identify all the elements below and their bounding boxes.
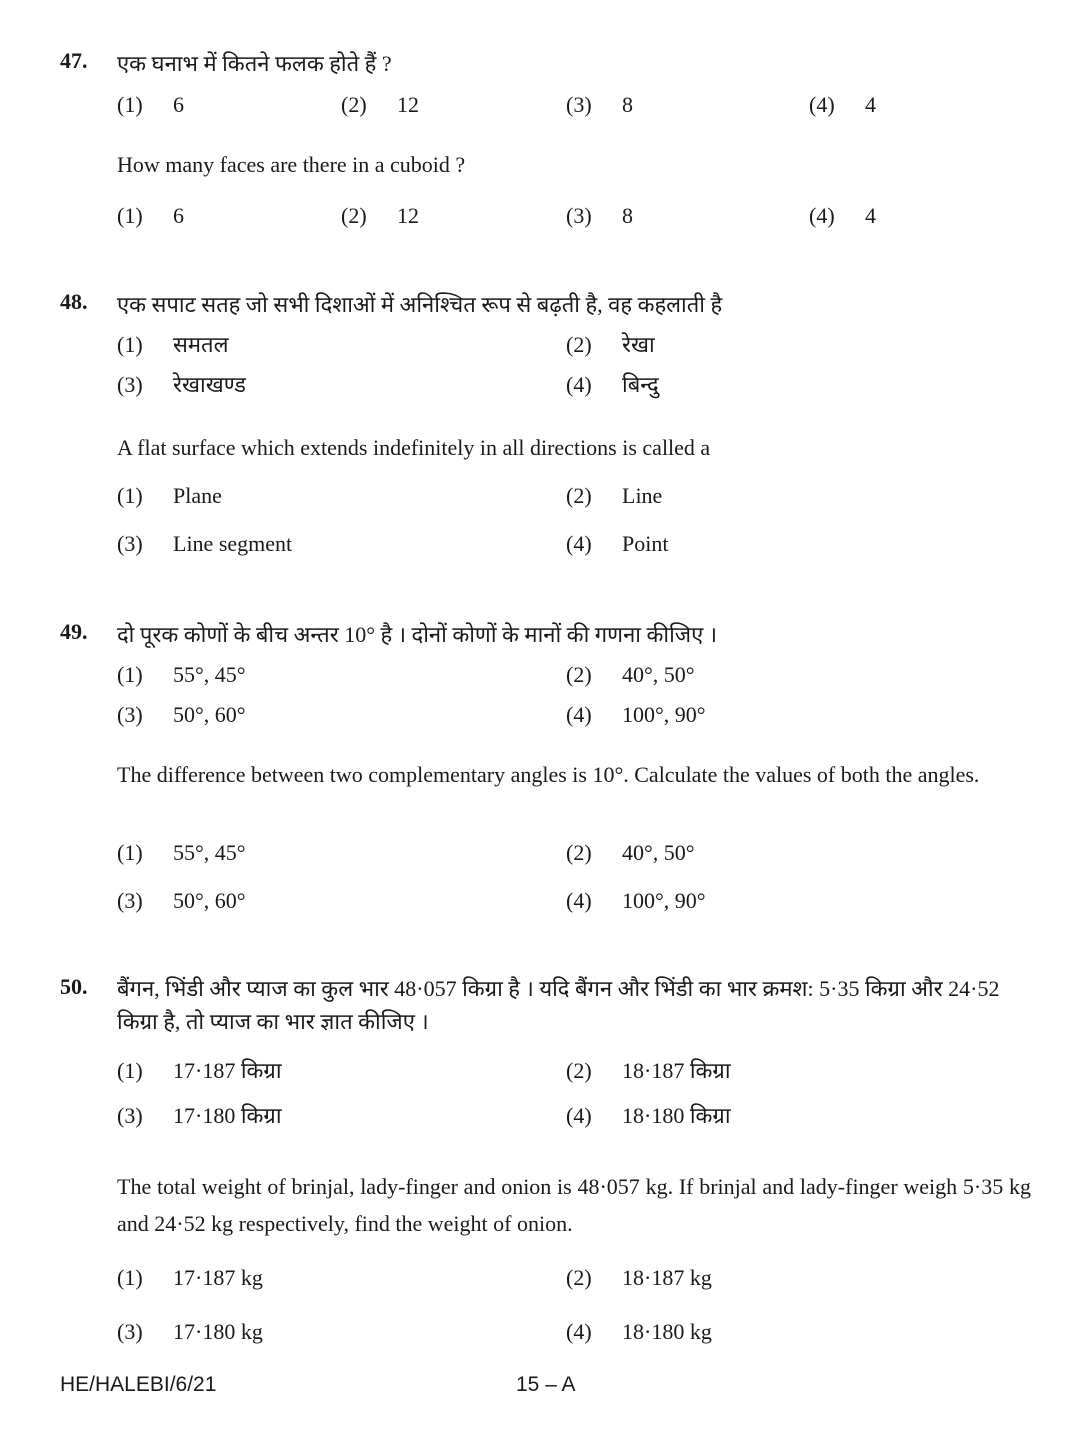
option-1 xyxy=(117,329,228,359)
option-text: Plane xyxy=(173,483,222,508)
option-4 xyxy=(809,203,876,229)
option-label: (4) xyxy=(566,702,592,727)
option-2 xyxy=(341,92,419,118)
option-2 xyxy=(341,203,419,229)
option-3 xyxy=(566,92,633,118)
option-4 xyxy=(809,92,876,118)
option-2 xyxy=(566,483,662,509)
option-text: 18·180 kg xyxy=(622,1319,712,1344)
option-text: 55°, 45° xyxy=(173,662,246,687)
option-label: (4) xyxy=(566,888,592,913)
option-label: (4) xyxy=(566,531,592,556)
question-hindi-text: बैंगन, भिंडी और प्याज का कुल भार 48·057 किग्रा है । यदि बैंगन और भिंडी का भार क्रमश: 5·35 किग्रा और 24·52 किग्रा है, तो प्याज का भार ज्ञात कीजिए । xyxy=(117,976,1000,1034)
option-label: (4) xyxy=(809,92,835,117)
option-label: (2) xyxy=(566,840,592,865)
option-text: 40°, 50° xyxy=(622,662,695,687)
option-3 xyxy=(117,1319,263,1345)
option-label: (3) xyxy=(117,531,143,556)
option-text: 12 xyxy=(397,203,419,228)
option-text: Point xyxy=(622,531,669,556)
option-label: (3) xyxy=(117,1319,143,1344)
question-hindi-text: दो पूरक कोणों के बीच अन्तर 10° है । दोनों कोणों के मानों की गणना कीजिए । xyxy=(117,622,718,647)
question-english-text: A flat surface which extends indefinitely in all directions is called a xyxy=(117,435,711,460)
option-text: 18·187 किग्रा xyxy=(622,1058,731,1083)
question-hindi-text: एक सपाट सतह जो सभी दिशाओं में अनिश्चित रूप से बढ़ती है, वह कहलाती है xyxy=(117,292,723,317)
option-text: 50°, 60° xyxy=(173,702,246,727)
option-text: 6 xyxy=(173,92,184,117)
option-text: समतल xyxy=(173,332,229,357)
option-1 xyxy=(117,840,246,866)
option-label: (4) xyxy=(566,1319,592,1344)
option-text: Line segment xyxy=(173,531,293,556)
question-english-text: The total weight of brinjal, lady-finger and onion is 48·057 kg. If brinjal and lady-finger weigh 5·35 kg and 24·52 kg respectively, find the weight of onion. xyxy=(117,1174,1031,1236)
question-english-text: How many faces are there in a cuboid ? xyxy=(117,152,466,177)
option-label: (2) xyxy=(566,1265,592,1290)
option-text: 4 xyxy=(865,92,876,117)
option-label: (3) xyxy=(566,92,592,117)
option-label: (4) xyxy=(566,1103,592,1128)
option-text: 6 xyxy=(173,203,184,228)
option-1 xyxy=(117,662,246,688)
option-label: (3) xyxy=(117,372,143,397)
option-2 xyxy=(566,329,655,359)
option-text: Line xyxy=(622,483,663,508)
option-3 xyxy=(117,531,292,557)
option-text: बिन्दु xyxy=(622,372,659,397)
option-4 xyxy=(566,888,706,914)
option-label: (2) xyxy=(566,662,592,687)
option-1 xyxy=(117,483,222,509)
option-4 xyxy=(566,1100,731,1130)
option-1 xyxy=(117,92,184,118)
option-2 xyxy=(566,1265,712,1291)
option-label: (1) xyxy=(117,332,143,357)
option-1 xyxy=(117,1055,282,1085)
option-3 xyxy=(117,888,246,914)
option-text: 100°, 90° xyxy=(622,702,706,727)
option-3 xyxy=(117,702,246,728)
option-3 xyxy=(117,369,246,399)
option-text: 18·180 किग्रा xyxy=(622,1103,731,1128)
option-text: 100°, 90° xyxy=(622,888,706,913)
option-label: (1) xyxy=(117,840,143,865)
option-text: 8 xyxy=(622,203,633,228)
option-2 xyxy=(566,1055,731,1085)
option-label: (2) xyxy=(566,483,592,508)
option-text: 8 xyxy=(622,92,633,117)
question-english-text: The difference between two complementary angles is 10°. Calculate the values of both the angles. xyxy=(117,762,980,787)
option-4 xyxy=(566,1319,712,1345)
option-text: 40°, 50° xyxy=(622,840,695,865)
option-3 xyxy=(117,1100,282,1130)
option-4 xyxy=(566,531,668,557)
option-label: (2) xyxy=(341,203,367,228)
option-text: 55°, 45° xyxy=(173,840,246,865)
option-label: (4) xyxy=(809,203,835,228)
option-text: 17·187 किग्रा xyxy=(173,1058,282,1083)
option-1 xyxy=(117,1265,263,1291)
option-label: (4) xyxy=(566,372,592,397)
option-label: (3) xyxy=(566,203,592,228)
option-label: (1) xyxy=(117,92,143,117)
option-2 xyxy=(566,662,695,688)
option-label: (3) xyxy=(117,1103,143,1128)
option-text: रेखा xyxy=(622,332,655,357)
option-label: (2) xyxy=(566,1058,592,1083)
paper-code: HE/HALEBI/6/21 xyxy=(60,1373,217,1396)
option-text: 12 xyxy=(397,92,419,117)
option-4 xyxy=(566,369,659,399)
option-text: 17·187 kg xyxy=(173,1265,263,1290)
option-text: 18·187 kg xyxy=(622,1265,712,1290)
option-4 xyxy=(566,702,706,728)
question-number: 49. xyxy=(60,619,88,644)
question-number: 47. xyxy=(60,48,88,73)
option-text: 17·180 किग्रा xyxy=(173,1103,282,1128)
option-text: 50°, 60° xyxy=(173,888,246,913)
option-3 xyxy=(566,203,633,229)
option-label: (2) xyxy=(341,92,367,117)
option-label: (3) xyxy=(117,702,143,727)
option-label: (1) xyxy=(117,483,143,508)
option-label: (1) xyxy=(117,1058,143,1083)
option-label: (3) xyxy=(117,888,143,913)
page-number: 15 – A xyxy=(516,1373,576,1396)
option-text: 17·180 kg xyxy=(173,1319,263,1344)
question-hindi-text: एक घनाभ में कितने फलक होते हैं ? xyxy=(117,51,392,76)
question-number: 50. xyxy=(60,974,88,999)
option-2 xyxy=(566,840,695,866)
option-label: (1) xyxy=(117,1265,143,1290)
option-label: (2) xyxy=(566,332,592,357)
option-label: (1) xyxy=(117,203,143,228)
option-text: 4 xyxy=(865,203,876,228)
option-text: रेखाखण्ड xyxy=(173,372,246,397)
option-label: (1) xyxy=(117,662,143,687)
question-number: 48. xyxy=(60,289,88,314)
option-1 xyxy=(117,203,184,229)
